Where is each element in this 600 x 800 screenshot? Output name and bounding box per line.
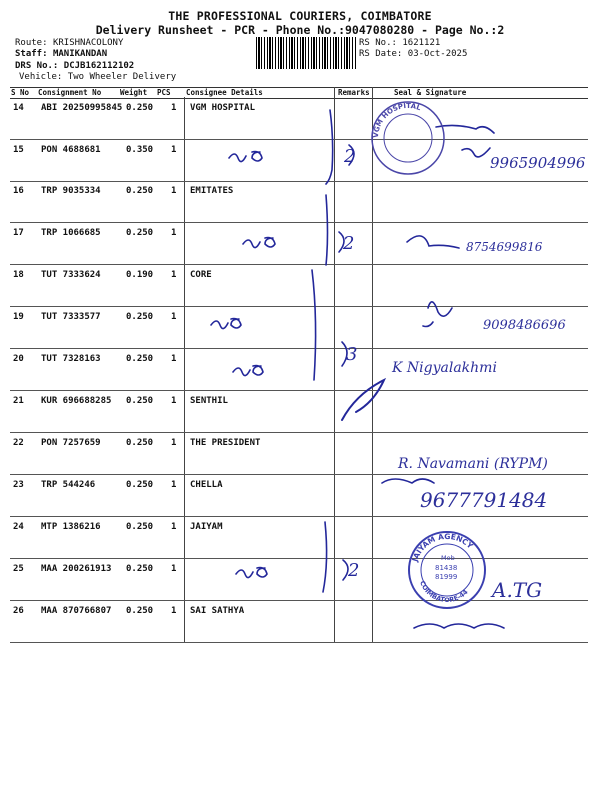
row-pcs: 1 [171, 103, 177, 113]
signature-scribble [407, 236, 459, 248]
staff-value: MANIKANDAN [52, 49, 108, 59]
handwritten-name: K Nigyalakhmi [392, 360, 497, 376]
row-weight: 0.250 [126, 438, 154, 448]
bracket-mark [312, 270, 316, 380]
ditto-mark [233, 366, 263, 376]
row-sno: 26 [13, 606, 24, 616]
row-pcs: 1 [171, 522, 177, 532]
row-consignment-no: TRP 1066685 [41, 228, 101, 238]
drs-value: DCJB162112102 [63, 61, 135, 71]
row-sno: 22 [13, 438, 24, 448]
row-consignee: EMITATES [190, 186, 234, 196]
signature-scribble [414, 624, 504, 628]
row-weight: 0.250 [126, 564, 154, 574]
row-consignment-no: TUT 7333577 [41, 312, 101, 322]
row-pcs: 1 [171, 564, 177, 574]
row-weight: 0.190 [126, 270, 154, 280]
handwritten-initials: A.TG [492, 578, 543, 602]
row-sno: 19 [13, 312, 24, 322]
row-pcs: 1 [171, 145, 177, 155]
row-sno: 16 [13, 186, 24, 196]
ditto-mark [243, 238, 275, 248]
handwritten-phone: 9677791484 [420, 488, 548, 512]
bracket-mark [326, 195, 328, 265]
ditto-mark [236, 568, 267, 578]
row-consignee: CORE [190, 270, 212, 280]
row-weight: 0.250 [126, 312, 154, 322]
vehicle-label: Vehicle: [19, 72, 63, 82]
row-consignment-no: MAA 870766807 [41, 606, 112, 616]
row-sno: 17 [13, 228, 24, 238]
route-value: KRISHNACOLONY [52, 38, 124, 48]
row-consignee: VGM HOSPITAL [190, 103, 256, 113]
row-consignment-no: TRP 9035334 [41, 186, 101, 196]
jaiyam-mob-1: 81438 [435, 564, 458, 572]
row-consignee: THE PRESIDENT [190, 438, 261, 448]
row-pcs: 1 [171, 228, 177, 238]
row-sno: 25 [13, 564, 24, 574]
row-sno: 21 [13, 396, 24, 406]
handwritten-name: R. Navamani (RYPM) [398, 456, 548, 472]
arrow-mark [342, 380, 384, 420]
bracket-mark [326, 110, 333, 184]
row-pcs: 1 [171, 480, 177, 490]
row-pcs: 1 [171, 396, 177, 406]
col-pcs: PCS [157, 88, 171, 97]
row-weight: 0.250 [126, 480, 154, 490]
runsheet-subtitle: Delivery Runsheet - PCR - Phone No.:9047080280 - Page No.:2 [95, 23, 505, 37]
jaiyam-mob-2: 81999 [435, 573, 458, 581]
row-pcs: 1 [171, 354, 177, 364]
row-consignee: CHELLA [190, 480, 223, 490]
row-pcs: 1 [171, 438, 177, 448]
row-consignment-no: TUT 7333624 [41, 270, 101, 280]
row-consignment-no: PON 4688681 [41, 145, 101, 155]
staff-label: Staff: [15, 49, 48, 59]
jaiyam-agency-stamp [405, 528, 491, 614]
row-consignment-no: ABI 20250995845 [41, 103, 123, 113]
row-weight: 0.350 [126, 145, 154, 155]
count-mark: 2 [344, 146, 356, 167]
row-consignee: JAIYAM [190, 522, 223, 532]
vgm-stamp-text: VGM HOSPITAL [371, 101, 422, 139]
col-seal: Seal & Signature [394, 88, 467, 97]
count-mark: 2 [348, 560, 360, 581]
row-weight: 0.250 [126, 103, 154, 113]
rs-date-value: 03-Oct-2025 [407, 49, 468, 59]
signature-scribble [382, 479, 434, 483]
row-consignment-no: TUT 7328163 [41, 354, 101, 364]
route-label: Route: [15, 38, 48, 48]
handwritten-phone: 9965904996 [490, 154, 586, 172]
ditto-mark [211, 319, 241, 329]
company-title: THE PROFESSIONAL COURIERS, COIMBATORE [168, 9, 432, 23]
row-sno: 14 [13, 103, 24, 113]
col-consignee: Consignee Details [186, 88, 263, 97]
row-consignment-no: KUR 696688285 [41, 396, 112, 406]
row-sno: 24 [13, 522, 24, 532]
col-remarks: Remarks [338, 88, 370, 97]
col-consignment: Consignment No [38, 88, 102, 97]
drs-label: DRS No.: [15, 61, 59, 71]
col-weight: Weight [120, 88, 148, 97]
row-consignment-no: MTP 1386216 [41, 522, 101, 532]
row-sno: 23 [13, 480, 24, 490]
row-consignee: SENTHIL [190, 396, 228, 406]
vgm-hospital-stamp [368, 98, 450, 180]
count-mark: 2 [343, 233, 355, 254]
jaiyam-stamp-city: COIMBATORE-44 [418, 579, 470, 605]
row-pcs: 1 [171, 270, 177, 280]
row-weight: 0.250 [126, 606, 154, 616]
row-pcs: 1 [171, 606, 177, 616]
row-weight: 0.250 [126, 186, 154, 196]
row-weight: 0.250 [126, 522, 154, 532]
signature-scribble [462, 148, 490, 157]
row-sno: 18 [13, 270, 24, 280]
row-consignment-no: MAA 200261913 [41, 564, 112, 574]
rs-no-value: 1621121 [402, 38, 441, 48]
vehicle-value: Two Wheeler Delivery [67, 72, 177, 82]
row-weight: 0.250 [126, 228, 154, 238]
count-mark: 3 [346, 344, 358, 365]
rs-date-label: RS Date: [359, 49, 403, 59]
row-pcs: 1 [171, 312, 177, 322]
ditto-mark [229, 152, 262, 162]
row-pcs: 1 [171, 186, 177, 196]
row-consignment-no: TRP 544246 [41, 480, 96, 490]
row-sno: 15 [13, 145, 24, 155]
row-weight: 0.250 [126, 354, 154, 364]
row-sno: 20 [13, 354, 24, 364]
row-weight: 0.250 [126, 396, 154, 406]
row-consignee: SAI SATHYA [190, 606, 245, 616]
jaiyam-mob-label: Mob [441, 554, 455, 562]
bracket-mark [323, 522, 327, 592]
handwritten-phone: 9098486696 [483, 318, 566, 333]
row-consignment-no: PON 7257659 [41, 438, 101, 448]
jaiyam-stamp-name: JAIYAM AGENCY [410, 531, 475, 563]
handwritten-phone: 8754699816 [466, 240, 543, 254]
col-sno: S No [11, 88, 30, 97]
rs-no-label: RS No.: [359, 38, 397, 48]
signature-scribble [423, 302, 452, 327]
